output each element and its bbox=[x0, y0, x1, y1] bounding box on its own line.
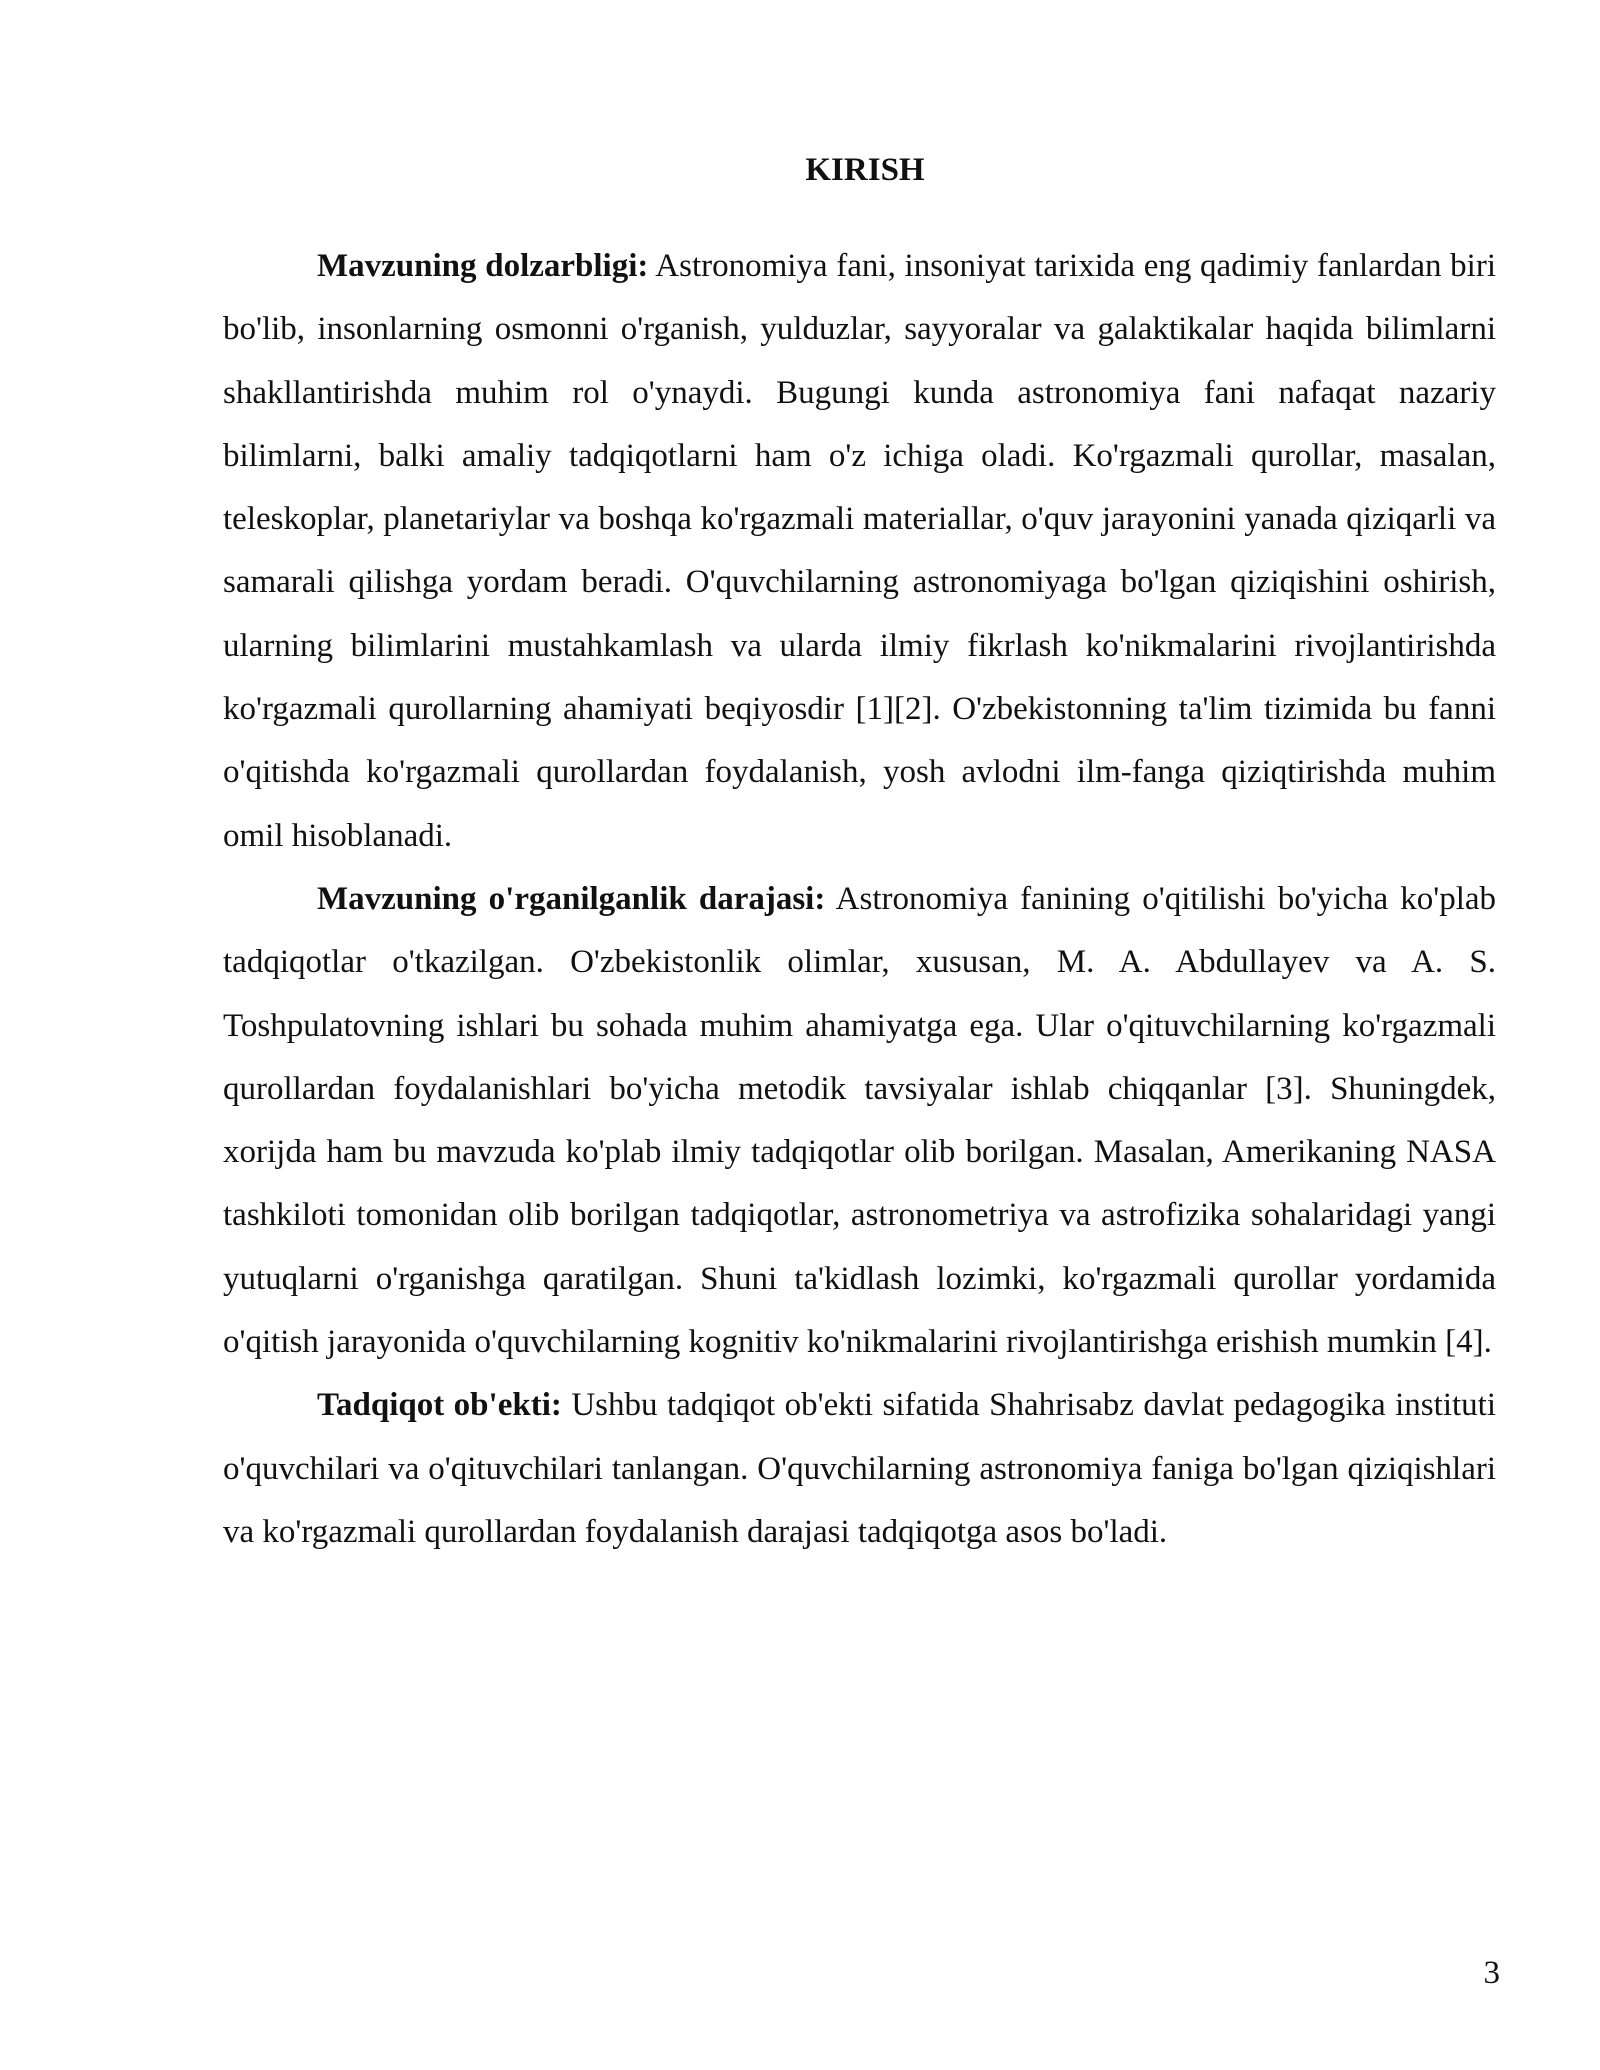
body-text bbox=[223, 235, 1496, 1564]
paragraph-lead: Tadqiqot ob'ekti: bbox=[317, 1387, 562, 1424]
paragraph-study-level bbox=[223, 868, 1496, 1374]
paragraph-text: Ushbu tadqiqot ob'ekti sifatida Shahrisabz davlat pedagogika instituti o'quvchilari va o'qituvchilari tanlangan. O'quvchilarning astronomiya faniga bo'lgan qiziqishlari va ko'rgazmali qurollardan foydalanish darajasi tadqiqotga asos bo'ladi. bbox=[223, 1387, 1496, 1550]
page-number: 3 bbox=[1483, 1955, 1500, 1991]
paragraph-relevance bbox=[223, 235, 1496, 868]
paragraph-text: Astronomiya fani, insoniyat tarixida eng qadimiy fanlardan biri bo'lib, insonlarning osmonni o'rganish, yulduzlar, sayyoralar va galaktikalar haqida bilimlarni shakllantirishda muhim rol o'ynaydi. Bugungi kunda astronomiya fani nafaqat nazariy bilimlarni, balki amaliy tadqiqotlarni ham o'z ichiga oladi. Ko'rgazmali qurollar, masalan, teleskoplar, planetariylar va boshqa ko'rgazmali materiallar, o'quv jarayonini yanada qiziqarli va samarali qilishga yordam beradi. O'quvchilarning astronomiyaga bo'lgan qiziqishini oshirish, ularning bilimlarini mustahkamlash va ularda ilmiy fikrlash ko'nikmalarini rivojlantirishda ko'rgazmali qurollarning ahamiyati beqiyosdir [1][2]. O'zbekistonning ta'lim tizimida bu fanni o'qitishda ko'rgazmali qurollardan foydalanish, yosh avlodni ilm-fanga qiziqtirishda muhim omil hisoblanadi. bbox=[223, 248, 1497, 854]
paragraph-lead: Mavzuning o'rganilganlik darajasi: bbox=[317, 880, 826, 917]
section-heading: KIRISH bbox=[805, 152, 925, 188]
paragraph-research-object bbox=[223, 1374, 1496, 1564]
paragraph-text: Astronomiya fanining o'qitilishi bo'yicha ko'plab tadqiqotlar o'tkazilgan. O'zbekistonlik olimlar, xususan, M. A. Abdullayev va A. S. Toshpulatovning ishlari bu sohada muhim ahamiyatga ega. Ular o'qituvchilarning ko'rgazmali qurollardan foydalanishlari bo'yicha metodik tavsiyalar ishlab chiqqanlar [3]. Shuningdek, xorijda ham bu mavzuda ko'plab ilmiy tadqiqotlar olib borilgan. Masalan, Amerikaning NASA tashkiloti tomonidan olib borilgan tadqiqotlar, astronometriya va astrofizika sohalaridagi yangi yutuqlarni o'rganishga qaratilgan. Shuni ta'kidlash lozimki, ko'rgazmali qurollar yordamida o'qitish jarayonida o'quvchilarning kognitiv ko'nikmalarini rivojlantirishga erishish mumkin [4]. bbox=[223, 880, 1497, 1361]
paragraph-lead: Mavzuning dolzarbligi: bbox=[317, 248, 649, 284]
